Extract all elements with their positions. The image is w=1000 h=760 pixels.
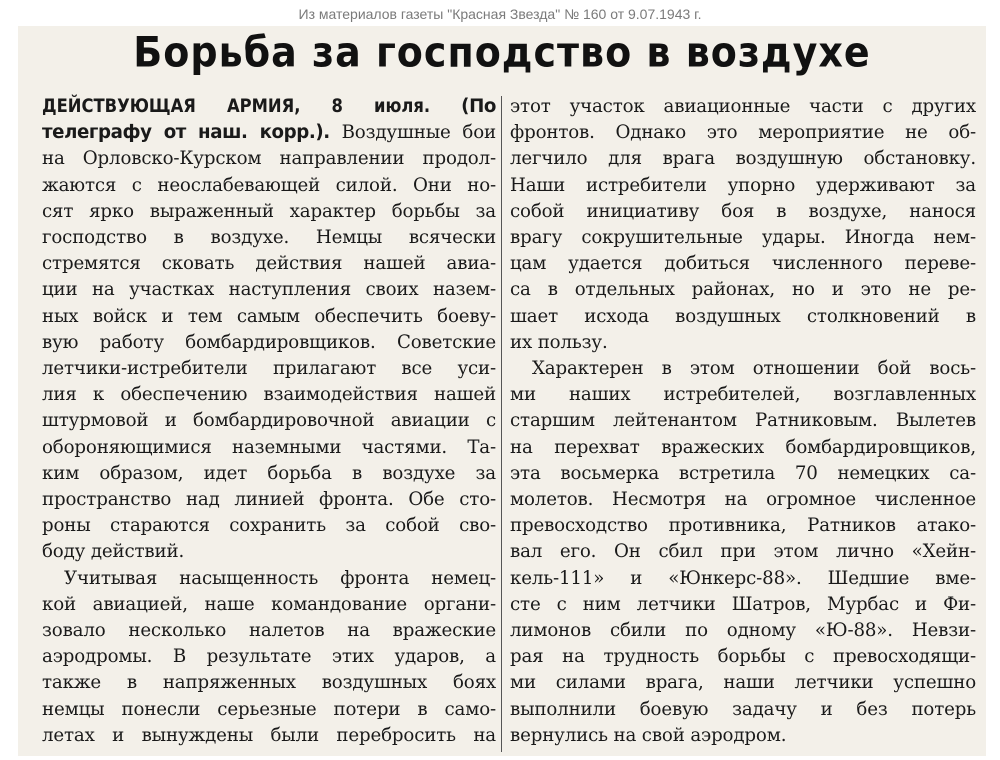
article-line: са в отдельных районах, но и это не ре- <box>510 279 976 301</box>
article-line: врагу сокрушительные удары. Иногда нем- <box>510 227 976 249</box>
article-line: на перехват вражеских бомбардировщиков, <box>510 436 976 458</box>
article-line: летах и вынуждены были перебросить на <box>42 724 496 746</box>
article-line: легчило для врага воздушную обстановку. <box>510 148 976 170</box>
article-line: ных войск и тем самым обеспечить боеву- <box>42 305 496 327</box>
right-column <box>510 94 976 754</box>
article-line: лимонов сбили по одному «Ю-88». Невзи- <box>510 620 976 642</box>
article-line: превосходство противника, Ратников атако- <box>510 515 976 537</box>
article-text: Воздушные бои <box>329 122 496 144</box>
article-line: шает исхода воздушных столкновений в <box>510 305 976 327</box>
article-line: кой авиацией, наше командование органи- <box>42 593 496 615</box>
source-note: Из материалов газеты "Красная Звезда" № 160 от 9.07.1943 г. <box>298 6 702 22</box>
left-column <box>42 94 496 754</box>
article-line: лия к обеспечению взаимодействия нашей <box>42 384 496 406</box>
article-line <box>42 94 496 120</box>
article-line: боду действий. <box>42 541 185 563</box>
headline: Борьба за господство в воздухе <box>133 27 871 77</box>
article-line: аэродромы. В результате этих ударов, а <box>42 646 496 668</box>
article-line: немцы понесли серьезные потери в само- <box>42 698 496 720</box>
article-line: эта восьмерка встретила 70 немецких са- <box>510 462 976 484</box>
article-line: рая на трудность борьбы с превосходящи- <box>510 646 976 668</box>
article-line: Наши истребители упорно удерживают за <box>510 174 976 196</box>
telegraph-credit-close: телеграфу от наш. корр.). <box>42 122 330 144</box>
article-line: стремятся сковать действия нашей авиа- <box>42 253 496 275</box>
article-line: обороняющимися наземными частями. Та- <box>42 436 496 458</box>
article-line: ми наших истребителей, возглавленных <box>510 384 976 406</box>
article-line: старшим лейтенантом Ратниковым. Вылетев <box>510 410 976 432</box>
article-line: ким образом, идет борьба в воздухе за <box>42 462 496 484</box>
article-line: выполнили боевую задачу и без потерь <box>510 698 976 720</box>
article-line <box>42 120 496 146</box>
article-line: Учитывая насыщенность фронта немец- <box>64 567 496 589</box>
dateline: ДЕЙСТВУЮЩАЯ АРМИЯ, 8 июля. <box>42 96 431 117</box>
column-divider <box>501 96 502 752</box>
article-line: вую работу бомбардировщиков. Советские <box>42 331 496 353</box>
telegraph-credit-open: (По <box>461 96 496 117</box>
article-line: ми силами врага, наши летчики успешно <box>510 672 976 694</box>
article-line: вернулись на свой аэродром. <box>510 724 787 746</box>
article-line: пространство над линией фронта. Обе сто- <box>42 489 496 511</box>
article-line: этот участок авиационные части с других <box>510 96 976 117</box>
article-line: роны стараются сохранить за собой сво- <box>42 515 496 537</box>
article-line: господство в воздухе. Немцы всячески <box>42 227 496 249</box>
article-line: сят ярко выраженный характер борьбы за <box>42 200 496 222</box>
article-line: собой инициативу боя в воздухе, нанося <box>510 200 976 222</box>
article-line: летчики-истребители прилагают все уси- <box>42 358 496 380</box>
article-line: цам удается добиться численного переве- <box>510 253 976 275</box>
article-line: фронтов. Однако это мероприятие не об- <box>510 122 976 144</box>
article-line: ции на участках наступления своих назем- <box>42 279 496 301</box>
article-line: на Орловско-Курском направлении продол- <box>42 148 496 170</box>
newspaper-clipping <box>18 26 986 756</box>
article-line: Характерен в этом отношении бой вось- <box>532 358 976 380</box>
article-line: жаются с неослабевающей силой. Они но- <box>42 174 496 196</box>
article-line: сте с ним летчики Шатров, Мурбас и Фи- <box>510 593 976 615</box>
article-line: также в напряженных воздушных боях <box>42 672 496 694</box>
article-line: кель-111» и «Юнкерс-88». Шедшие вме- <box>510 567 976 589</box>
article-line: зовало несколько налетов на вражеские <box>42 620 496 642</box>
article-line: молетов. Несмотря на огромное численное <box>510 489 976 511</box>
article-line: вал его. Он сбил при этом лично «Хейн- <box>510 541 976 563</box>
article-line: их пользу. <box>510 331 608 353</box>
article-line: штурмовой и бомбардировочной авиации с <box>42 410 496 432</box>
